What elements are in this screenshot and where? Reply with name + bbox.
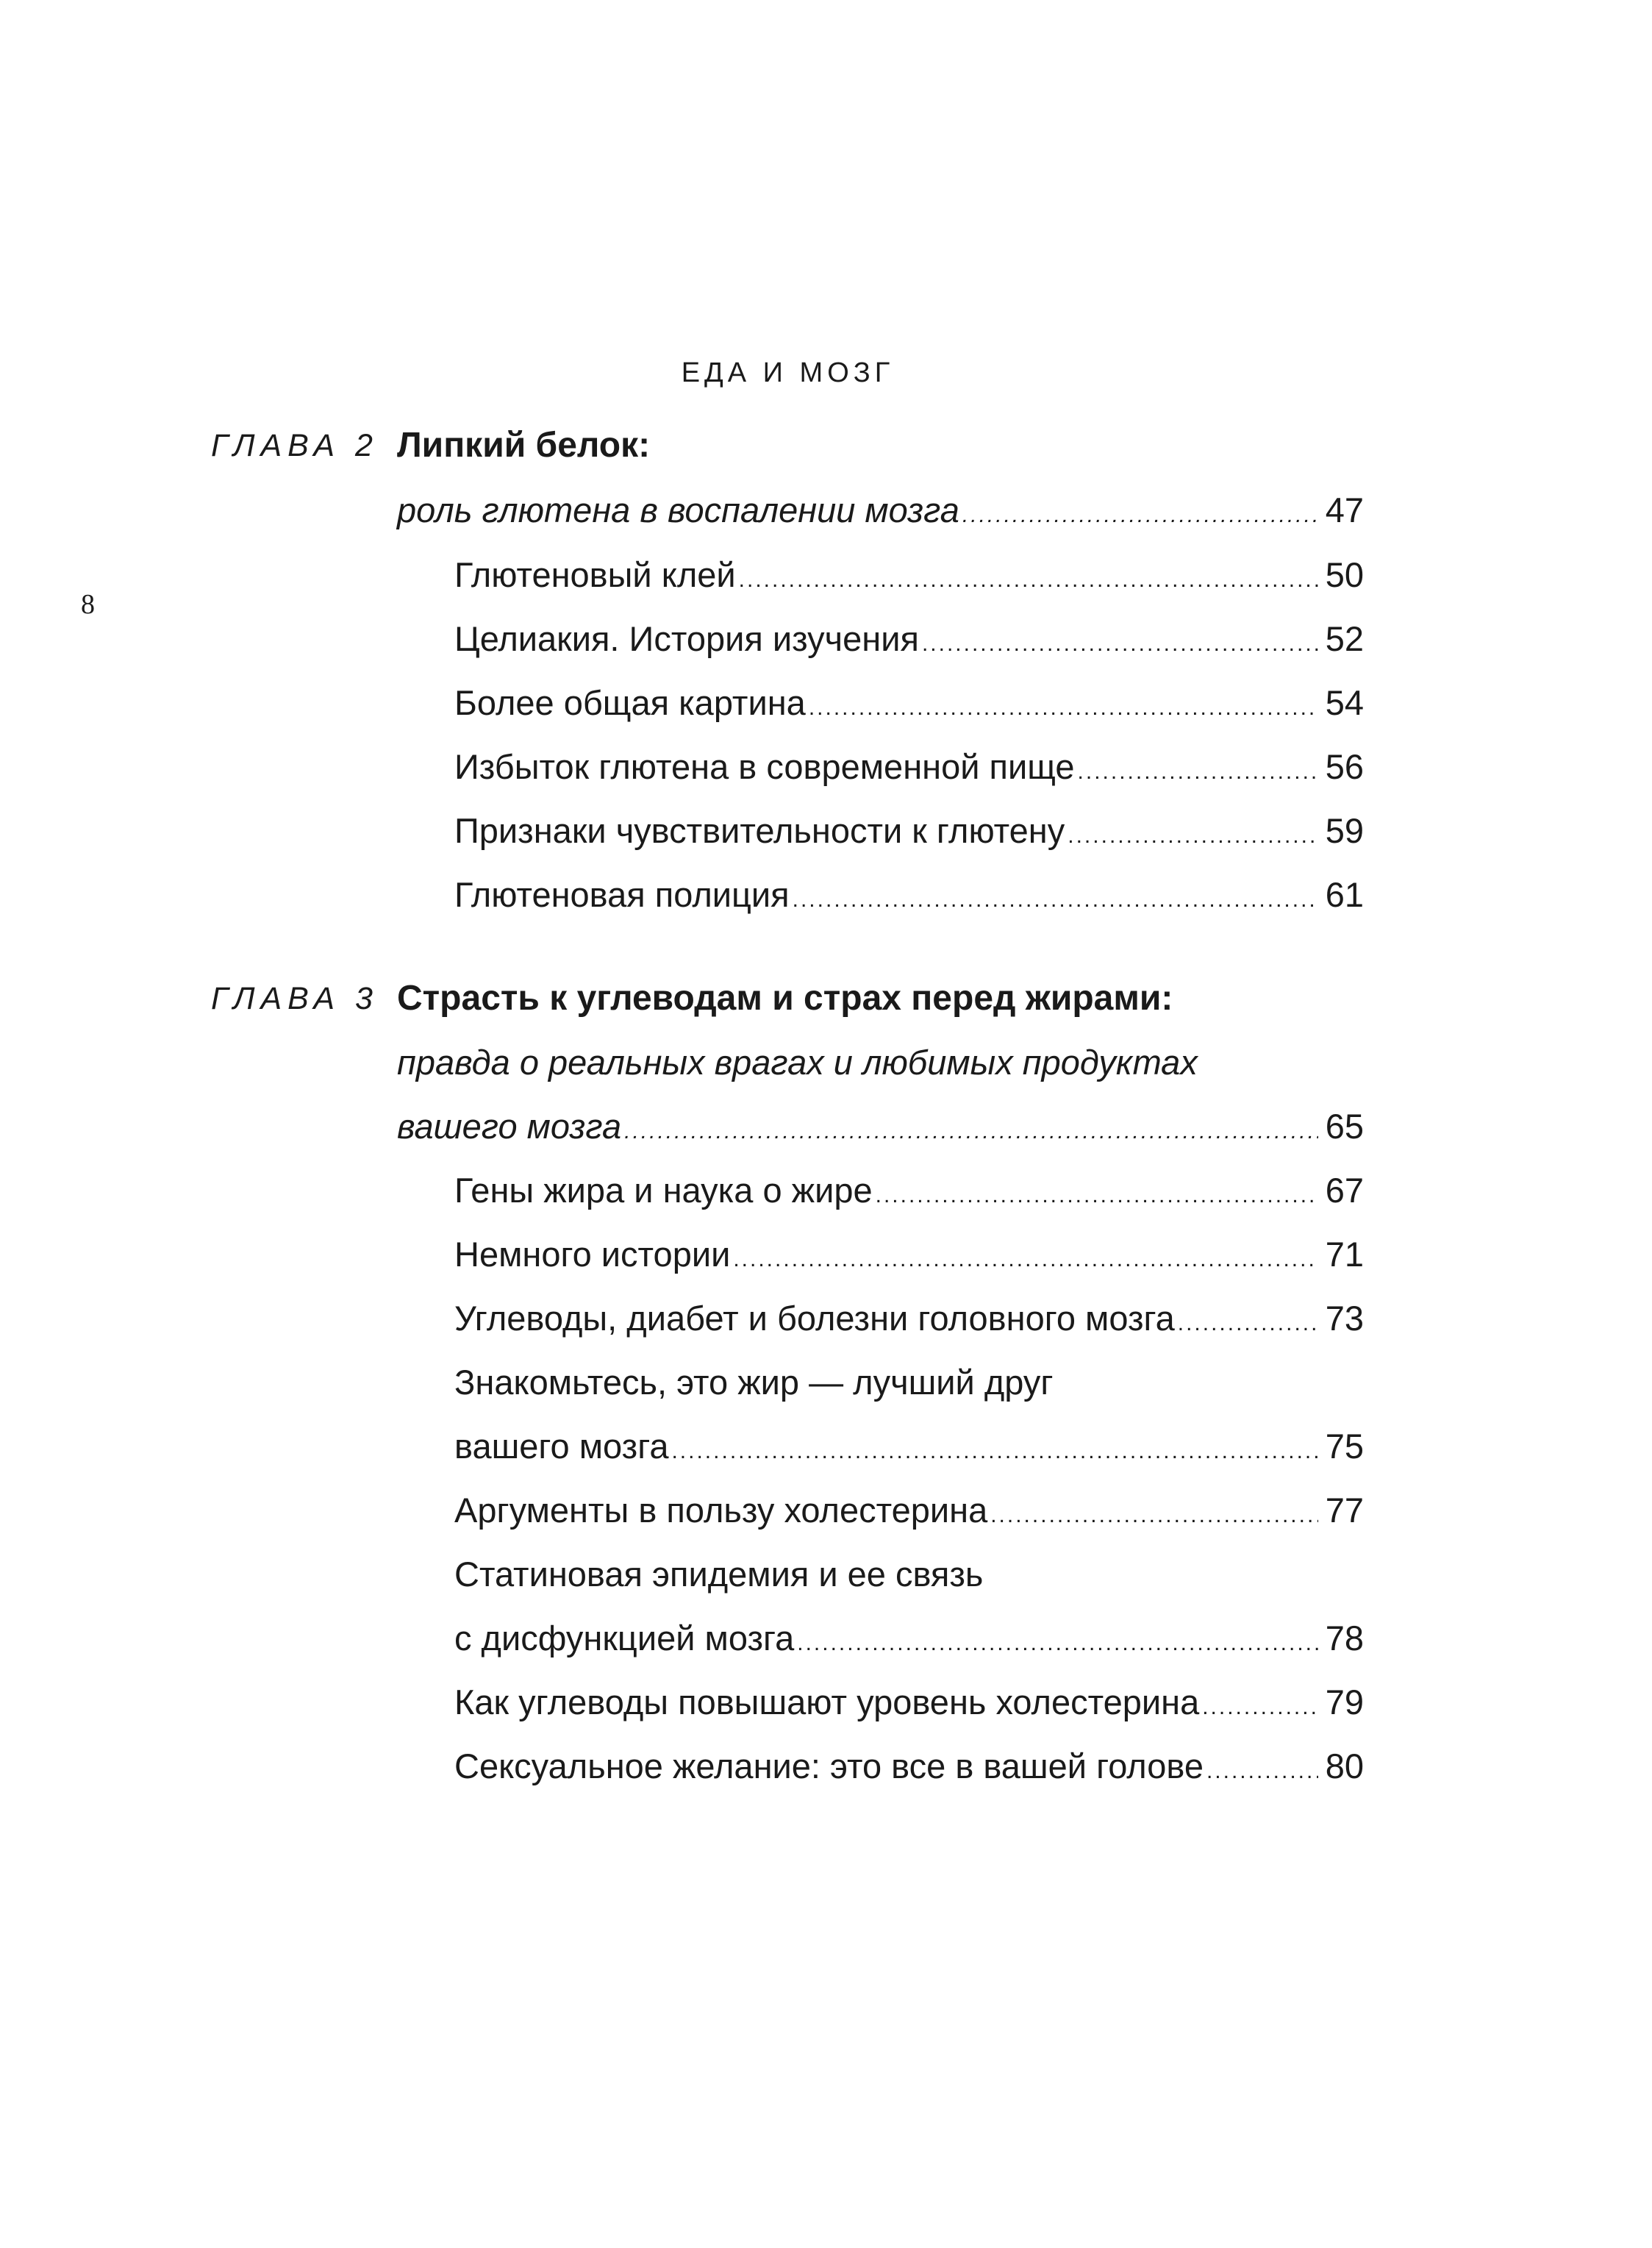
toc-entry-title: Избыток глютена в современной пище [454,747,1075,786]
dot-leader [809,697,1318,719]
dot-leader [797,1633,1317,1655]
page-number: 8 [81,589,95,620]
toc-entry-title: Более общая картина [454,683,806,722]
toc-entry-page: 80 [1325,1746,1364,1785]
dot-leader [793,889,1318,911]
dot-leader [990,1505,1318,1527]
toc-entry-title: Немного истории [454,1235,731,1274]
dot-leader [671,1441,1317,1463]
dot-leader [876,1185,1318,1207]
dot-leader [962,504,1318,527]
toc-entry-page: 78 [1325,1619,1364,1658]
toc-entry-first-line: Знакомьтесь, это жир — лучший друг [454,1363,1054,1402]
dot-leader [922,633,1318,655]
toc-entry[interactable] [454,1744,1364,1788]
toc-entry[interactable] [454,745,1364,789]
chapter-3-subtitle-line: правда о реальных врагах и любимых продуктах [397,1043,1198,1082]
chapter-3-label: ГЛАВА 3 [211,981,379,1016]
toc-entry-title: Гены жира и наука о жире [454,1171,873,1210]
chapter-2-label: ГЛАВА 2 [211,428,379,463]
toc-entry-page: 75 [1325,1427,1364,1466]
toc-entry-page: 61 [1325,875,1364,914]
toc-entry-title: вашего мозга [454,1427,669,1466]
toc-entry-page: 71 [1325,1235,1364,1274]
dot-leader [1206,1760,1318,1783]
dot-leader [733,1249,1317,1271]
toc-entry[interactable] [454,1680,1364,1724]
toc-entry-first-line: Статиновая эпидемия и ее связь [454,1555,984,1594]
toc-entry-page: 59 [1325,811,1364,850]
dot-leader [739,569,1318,591]
toc-entry-page: 77 [1325,1491,1364,1530]
chapter-2-subtitle: роль глютена в воспалении мозга [397,490,959,529]
toc-entry[interactable] [454,617,1364,661]
toc-entry[interactable] [454,1168,1364,1213]
toc-entry-title: Как углеводы повышают уровень холестерина [454,1683,1200,1721]
toc-entry[interactable] [454,1232,1364,1277]
toc-entry-page: 52 [1325,619,1364,658]
toc-entry-page: 54 [1325,683,1364,722]
chapter-3-title[interactable]: Страсть к углеводам и страх перед жирами: [397,979,1173,1018]
toc-entry[interactable] [454,1296,1364,1341]
toc-entry[interactable] [454,1616,1364,1660]
toc-entry-title: Целиакия. История изучения [454,619,919,658]
running-head: ЕДА И МОЗГ [681,357,895,388]
toc-entry-title: Глютеновый клей [454,555,736,594]
toc-entry[interactable] [454,1424,1364,1469]
toc-entry-page: 50 [1325,555,1364,594]
toc-entry-page: 73 [1325,1299,1364,1338]
chapter-3-subtitle-entry[interactable] [397,1105,1364,1149]
toc-entry-title: Глютеновая полиция [454,875,790,914]
toc-entry-page: 79 [1325,1683,1364,1721]
toc-entry[interactable] [454,1488,1364,1532]
dot-leader [1178,1313,1318,1335]
toc-entry-title: Признаки чувствительности к глютену [454,811,1065,850]
dot-leader [1068,825,1317,847]
chapter-3-page: 65 [1325,1107,1364,1146]
toc-entry-title: с дисфункцией мозга [454,1619,795,1658]
toc-entry-page: 67 [1325,1171,1364,1210]
chapter-2-subtitle-entry[interactable] [397,488,1364,532]
toc-entry-page: 56 [1325,747,1364,786]
toc-entry[interactable] [454,553,1364,597]
chapter-2-page: 47 [1325,490,1364,529]
dot-leader [1202,1696,1318,1719]
toc-entry[interactable] [454,873,1364,917]
toc-entry[interactable] [454,809,1364,853]
dot-leader [624,1121,1318,1143]
chapter-2-title[interactable]: Липкий белок: [397,426,651,465]
chapter-3-subtitle: вашего мозга [397,1107,622,1146]
dot-leader [1078,761,1318,783]
toc-entry-title: Сексуальное желание: это все в вашей голове [454,1746,1204,1785]
toc-entry-title: Углеводы, диабет и болезни головного мозга [454,1299,1175,1338]
toc-entry-title: Аргументы в пользу холестерина [454,1491,988,1530]
toc-entry[interactable] [454,681,1364,725]
